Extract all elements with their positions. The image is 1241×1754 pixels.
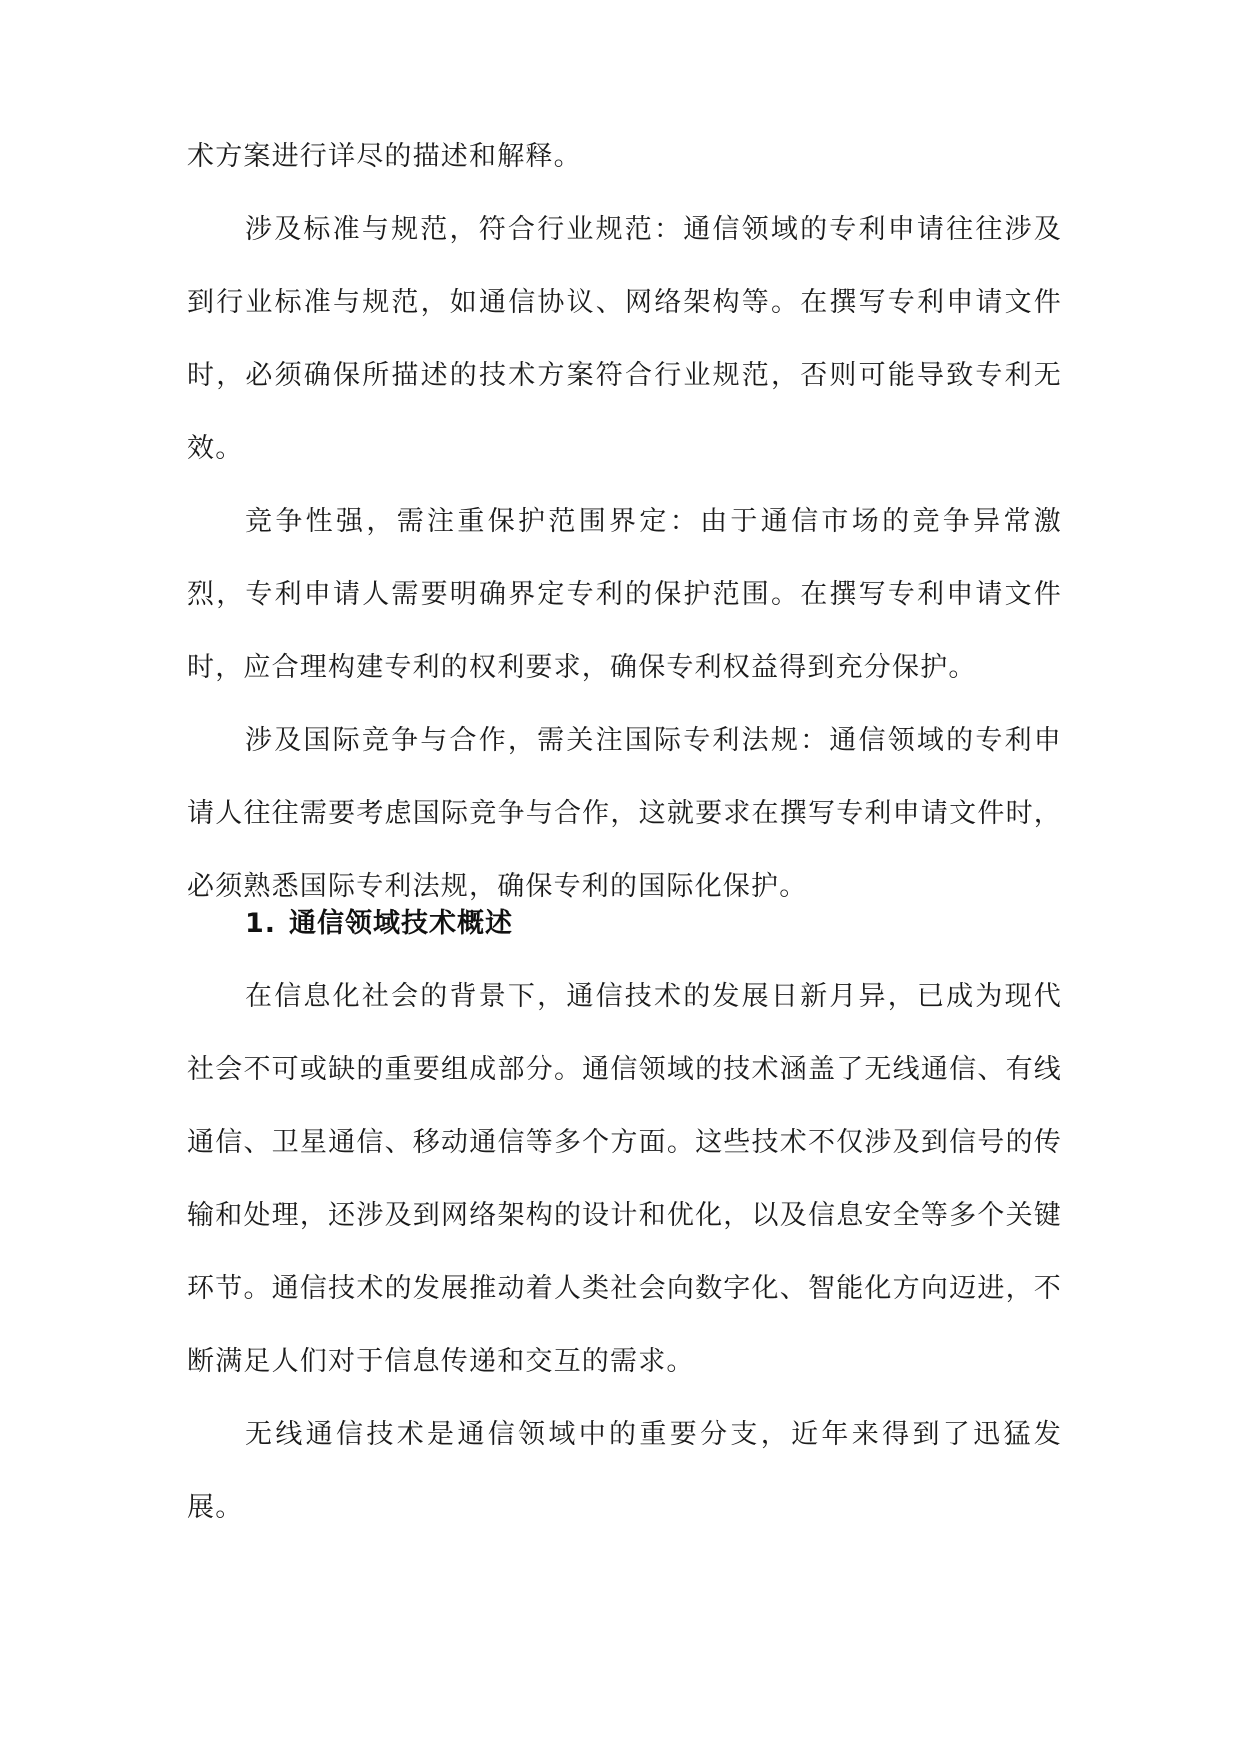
paragraph-competition: 竞争性强，需注重保护范围界定：由于通信市场的竞争异常激烈，专利申请人需要明确界定专利的保护范围。在撰写专利申请文件时，应合理构建专利的权利要求，确保专利权益得到充分保护。: [187, 506, 1062, 683]
section-title: 通信领域技术概述: [289, 908, 513, 939]
bottom-text-block: [187, 960, 1062, 1544]
paragraph-standards: 涉及标准与规范，符合行业规范：通信领域的专利申请往往涉及到行业标准与规范，如通信协议、网络架构等。在撰写专利申请文件时，必须确保所描述的技术方案符合行业规范，否则可能导致专利无效。: [187, 214, 1062, 464]
section-heading: [245, 904, 513, 944]
paragraph-international: 涉及国际竞争与合作，需关注国际专利法规：通信领域的专利申请人往往需要考虑国际竞争与合作，这就要求在撰写专利申请文件时，必须熟悉国际专利法规，确保专利的国际化保护。: [187, 725, 1062, 902]
paragraph-continuation: 术方案进行详尽的描述和解释。: [187, 141, 582, 172]
paragraph-overview: 在信息化社会的背景下，通信技术的发展日新月异，已成为现代社会不可或缺的重要组成部分。通信领域的技术涵盖了无线通信、有线通信、卫星通信、移动通信等多个方面。这些技术不仅涉及到信号的传输和处理，还涉及到网络架构的设计和优化，以及信息安全等多个关键环节。通信技术的发展推动着人类社会向数字化、智能化方向迈进，不断满足人们对于信息传递和交互的需求。: [187, 981, 1062, 1377]
top-text-block: [187, 120, 1062, 923]
section-number: 1.: [245, 908, 277, 939]
paragraph-wireless: 无线通信技术是通信领域中的重要分支，近年来得到了迅猛发展。: [187, 1419, 1062, 1523]
